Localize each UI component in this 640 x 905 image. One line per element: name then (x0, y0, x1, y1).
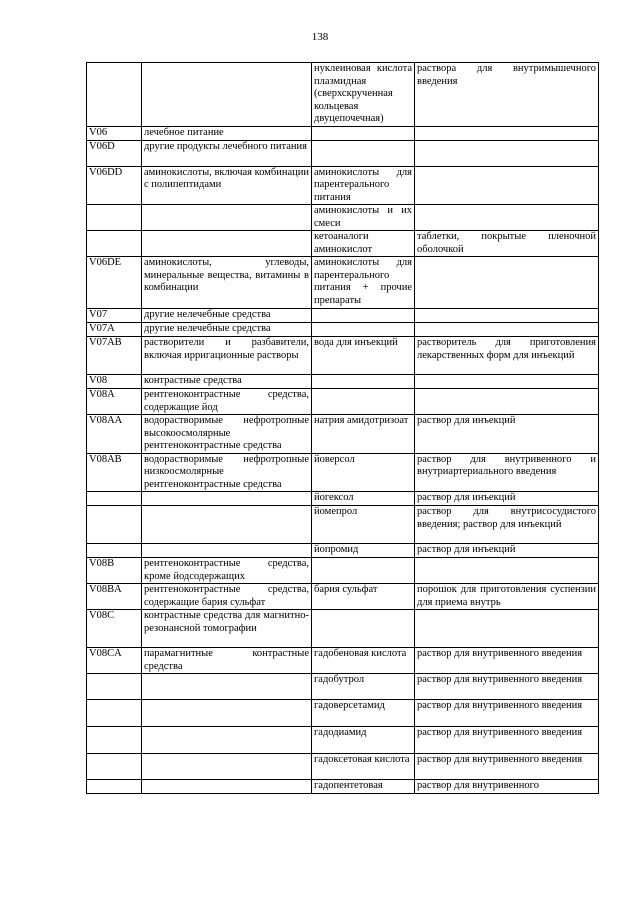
atc-code-cell: V06DD (87, 166, 142, 205)
drug-name-cell: натрия амидотризоат (312, 415, 415, 454)
drug-name-cell: кетоаналоги аминокислот (312, 231, 415, 257)
drug-name-cell: вода для инъекций (312, 337, 415, 375)
dosage-form-cell (415, 389, 599, 415)
dosage-form-cell (415, 309, 599, 323)
drug-name-cell (312, 140, 415, 166)
table-row (87, 544, 599, 558)
atc-code-cell: V07 (87, 309, 142, 323)
group-name-cell: водорастворимые нефротропные высокоосмолярные рентгеноконтрастные средства (142, 415, 312, 454)
table-row (87, 492, 599, 506)
table-row (87, 648, 599, 674)
atc-code-cell: V08AB (87, 453, 142, 492)
dosage-form-cell: раствор для внутривенного (415, 780, 599, 794)
group-name-cell (142, 492, 312, 506)
dosage-form-cell: раствор для внутрисосудистого введения; раствор для инъекций (415, 506, 599, 544)
group-name-cell: рентгеноконтрастные средства, содержащие бария сульфат (142, 584, 312, 610)
drug-name-cell (312, 309, 415, 323)
drug-name-cell: гадодиамид (312, 727, 415, 754)
atc-code-cell: V08CA (87, 648, 142, 674)
atc-code-cell: V08 (87, 375, 142, 389)
atc-code-cell (87, 63, 142, 127)
group-name-cell (142, 700, 312, 727)
table-row (87, 63, 599, 127)
atc-code-cell: V08C (87, 610, 142, 648)
table-row (87, 506, 599, 544)
dosage-form-cell: раствор для внутривенного введения (415, 727, 599, 754)
dosage-form-cell (415, 205, 599, 231)
group-name-cell (142, 231, 312, 257)
drug-name-cell: аминокислоты для парентерального питания + прочие препараты (312, 257, 415, 309)
dosage-form-cell: раствора для внутримышечного введения (415, 63, 599, 127)
drug-name-cell: йогексол (312, 492, 415, 506)
table-row (87, 453, 599, 492)
dosage-form-cell: раствор для внутривенного введения (415, 648, 599, 674)
atc-code-cell (87, 727, 142, 754)
table-row (87, 375, 599, 389)
atc-code-cell: V06 (87, 126, 142, 140)
dosage-form-cell (415, 257, 599, 309)
group-name-cell: другие нелечебные средства (142, 323, 312, 337)
group-name-cell: рентгеноконтрастные средства, кроме йодсодержащих (142, 558, 312, 584)
group-name-cell: водорастворимые нефротропные низкоосмолярные рентгеноконтрастные средства (142, 453, 312, 492)
table-row (87, 323, 599, 337)
dosage-form-cell: раствор для инъекций (415, 492, 599, 506)
table-row (87, 780, 599, 794)
dosage-form-cell: таблетки, покрытые пленочной оболочкой (415, 231, 599, 257)
group-name-cell: контрастные средства (142, 375, 312, 389)
dosage-form-cell: растворитель для приготовления лекарственных форм для инъекций (415, 337, 599, 375)
drug-name-cell: бария сульфат (312, 584, 415, 610)
dosage-form-cell (415, 140, 599, 166)
atc-code-cell (87, 780, 142, 794)
group-name-cell (142, 674, 312, 700)
atc-code-cell (87, 754, 142, 780)
atc-code-cell: V07AB (87, 337, 142, 375)
table-row (87, 754, 599, 780)
drug-table (86, 62, 599, 794)
group-name-cell (142, 544, 312, 558)
group-name-cell: лечебное питание (142, 126, 312, 140)
atc-code-cell (87, 674, 142, 700)
drug-name-cell: йомепрол (312, 506, 415, 544)
table-row (87, 140, 599, 166)
atc-code-cell: V07A (87, 323, 142, 337)
group-name-cell: контрастные средства для магнитно-резонансной томографии (142, 610, 312, 648)
table-row (87, 337, 599, 375)
drug-name-cell: йоверсол (312, 453, 415, 492)
group-name-cell (142, 205, 312, 231)
group-name-cell: другие продукты лечебного питания (142, 140, 312, 166)
atc-code-cell (87, 544, 142, 558)
group-name-cell: растворители и разбавители, включая ирригационные растворы (142, 337, 312, 375)
atc-code-cell: V08B (87, 558, 142, 584)
drug-name-cell (312, 126, 415, 140)
atc-code-cell: V06DE (87, 257, 142, 309)
dosage-form-cell: раствор для инъекций (415, 544, 599, 558)
drug-name-cell: гадоксетовая кислота (312, 754, 415, 780)
drug-name-cell: аминокислоты для парентерального питания (312, 166, 415, 205)
group-name-cell: аминокислоты, включая комбинации с полипептидами (142, 166, 312, 205)
table-row (87, 700, 599, 727)
group-name-cell (142, 506, 312, 544)
table-row (87, 205, 599, 231)
dosage-form-cell (415, 166, 599, 205)
table-row (87, 610, 599, 648)
drug-name-cell (312, 323, 415, 337)
atc-code-cell (87, 205, 142, 231)
dosage-form-cell (415, 126, 599, 140)
dosage-form-cell: раствор для внутривенного введения (415, 700, 599, 727)
drug-name-cell: аминокислоты и их смеси (312, 205, 415, 231)
atc-code-cell (87, 700, 142, 727)
drug-name-cell: гадопентетовая (312, 780, 415, 794)
drug-name-cell: гадобеновая кислота (312, 648, 415, 674)
dosage-form-cell: раствор для внутривенного введения (415, 754, 599, 780)
drug-name-cell: йопромид (312, 544, 415, 558)
drug-name-cell: нуклеиновая кислота плазмидная (сверхскрученная кольцевая двуцепочечная) (312, 63, 415, 127)
table-row (87, 674, 599, 700)
atc-code-cell (87, 492, 142, 506)
atc-code-cell: V08A (87, 389, 142, 415)
dosage-form-cell (415, 610, 599, 648)
drug-name-cell (312, 558, 415, 584)
drug-name-cell (312, 375, 415, 389)
dosage-form-cell (415, 375, 599, 389)
table-row (87, 584, 599, 610)
table-row (87, 309, 599, 323)
table-row (87, 727, 599, 754)
dosage-form-cell: раствор для инъекций (415, 415, 599, 454)
table-row (87, 415, 599, 454)
group-name-cell (142, 727, 312, 754)
table-row (87, 231, 599, 257)
drug-name-cell (312, 389, 415, 415)
table-row (87, 558, 599, 584)
atc-code-cell: V06D (87, 140, 142, 166)
dosage-form-cell: раствор для внутривенного и внутриартериального введения (415, 453, 599, 492)
group-name-cell (142, 780, 312, 794)
group-name-cell (142, 754, 312, 780)
table-row (87, 166, 599, 205)
group-name-cell: аминокислоты, углеводы, минеральные вещества, витамины в комбинации (142, 257, 312, 309)
drug-name-cell (312, 610, 415, 648)
table-row (87, 126, 599, 140)
atc-code-cell: V08AA (87, 415, 142, 454)
table-row (87, 257, 599, 309)
group-name-cell: рентгеноконтрастные средства, содержащие йод (142, 389, 312, 415)
table-row (87, 389, 599, 415)
drug-name-cell: гадоверсетамид (312, 700, 415, 727)
group-name-cell (142, 63, 312, 127)
dosage-form-cell (415, 323, 599, 337)
page-number: 138 (311, 31, 329, 43)
dosage-form-cell (415, 558, 599, 584)
atc-code-cell (87, 231, 142, 257)
dosage-form-cell: порошок для приготовления суспензии для приема внутрь (415, 584, 599, 610)
atc-code-cell: V08BA (87, 584, 142, 610)
group-name-cell: парамагнитные контрастные средства (142, 648, 312, 674)
dosage-form-cell: раствор для внутривенного введения (415, 674, 599, 700)
atc-code-cell (87, 506, 142, 544)
group-name-cell: другие нелечебные средства (142, 309, 312, 323)
drug-name-cell: гадобутрол (312, 674, 415, 700)
